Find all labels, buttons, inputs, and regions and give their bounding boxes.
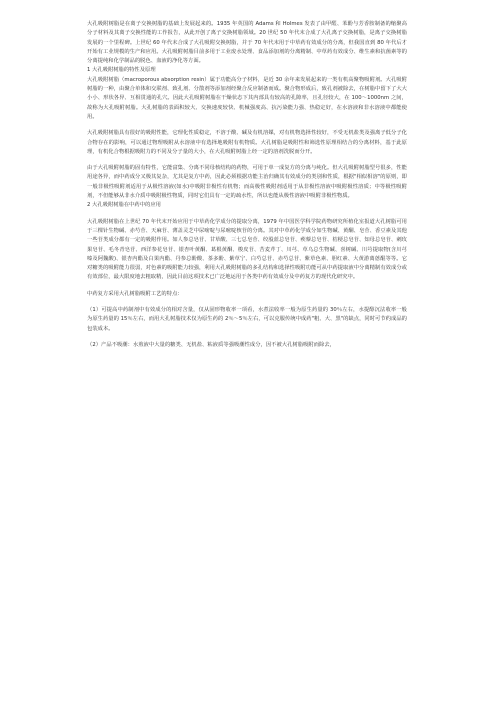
resin-definition-paragraph: 大孔吸附树脂（macroporous absorption resin）属于功能高分子材料，是近 30 余年来发展起来的一类有机高聚物吸附剂。大孔吸附树脂的一种，由聚合单体和交联剂、致孔剂、分散剂等添加剂经聚合反应制备而成。聚合物形成后，致孔剂被除去，在树脂中留下了大大小小、形状各异、互相贯通的孔穴。因此大孔吸附树脂在干燥状态下其内部具有较高的孔隙率，且孔径较大，在 100～1000nm 之间，故称为大孔吸附树脂。大孔树脂的表面积较大、交换速度较快、机械强度高、抗污染能力强、热稳定好，在水溶液和非水溶液中都能使用。 xyxy=(87,76,407,120)
features-intro-paragraph: 中药复方采用大孔树脂吸附工艺的特点： xyxy=(87,290,183,297)
adsorption-property-paragraph: 大孔吸附树脂具有很好的吸附性能，它理化性质稳定，不溶于酸、碱及有机溶媒，对有机物选择性较好，不受无机盐类及强离子低分子化合物存在的影响，可以通过物理吸附从水溶液中有选择地吸附有机物质。大孔树脂是吸附性和筛选性原理相结合的分离材料，基于此原理，有机化合物根据吸附力的不同及分子量的大小，在大孔吸附树脂上经一定的溶剂洗脱而分开。 xyxy=(87,130,407,155)
section-heading-1: 1 大孔吸附树脂的特性及原理 xyxy=(87,67,156,74)
application-paragraph: 大孔吸附树脂在上世纪 70 年代末开始应用于中草药化学成分的提取分离，1979 年中国医学科学院药物研究所植化室报道大孔树脂可用于三棵针生物碱、赤芍苷、天麻苷、薄盖灵芝中尿嘧啶与尿嘧啶核苷的分离。其对中草药化学成分如生物碱、黄酮、皂苷、香豆素及其他一些苷类成分都有一定的吸附作用。如人参总皂苷、甘草酸、三七总皂苷、绞股蓝总皂苷、蒺藜总皂苷、桔梗总皂苷、知母总皂苷、刺玫果皂苷、毛冬青皂苷、西洋参花皂苷、银杏叶黄酮、葛根黄酮、梭皮苷、苦麦芹丁、川芎、草乌总生物碱、喜树碱、川芎提取物(含川芎嗪及阿魏酸)、银杏内酯及白果内酯、丹参总酚酸、茶多酚、紫草宁、白芍总苷、赤芍总苷、紫草色素、胆红素、大黄游离蒽醌等等。它对糖类的吸附能力很弱，对色素的吸附能力较强，利用大孔吸附树脂的多孔结构和选择性吸附功能可从中药提取液中分离精制有效成分或有效部位，最大限度地去粗取精，因此目前这项技术已广泛地运用于各类中药有效成分及中药复方的现代化研究中。 xyxy=(87,218,407,281)
intro-paragraph: 大孔吸附树脂是在离子交换树脂的基础上发展起来的。1935 年英国的 Adams 和 Holmes 发表了由甲醛、苯酚与芳香胺制备的缩聚高分子材料及其离子交换性能的工作报告，从此开创了离子交换树脂领域。20 世纪 50 年代末合成了大孔离子交换树脂，是离子交换树脂发展的一个里程碑。上世纪 60 年代末合成了大孔吸附交换树脂，并于 70 年代末用于中草药有效成分的分离，但我国直到 80 年代后才开始有工业规模的生产和应用。大孔吸附树脂目前多用于工业废水处理、食品添加剂的分离精制、中草药有效成分、维生素和抗菌素等的分离提纯和化学制品的脱色、血液的净化等方面。 xyxy=(87,21,407,65)
polarity-principle-paragraph: 由于大孔吸附树脂的固有特性，它能富集、分离不同母核结构的药物，可用于单一成复方的分离与纯化。但大孔吸附树脂型号很多，性能用途各异，而中药成分又极其复杂，尤其是复方中药，因此必须根据功能主治归确其有效成分的类别和性质，根据"相似相溶"的原则，即一般非极性吸附剂适用于从极性溶液(如水)中吸附非极性有机物；而高极性吸附剂适用于从非极性溶液中吸附极性溶质；中等极性吸附剂，不但能够从非水介质中吸附极性物质，同时它们具有一定的疏水性，所以也能从极性溶液中吸附非极性物质。 xyxy=(87,165,407,200)
document-body xyxy=(87,20,407,350)
feature-2-paragraph: （2）产品不吸潮：水煎液中大量的糖类、无机盐、粘液质等强吸潮性成分，因不被大孔树脂吸附而除去， xyxy=(87,341,335,348)
section-heading-2: 2 大孔吸附树脂在中药中的应用 xyxy=(87,202,161,209)
feature-1-paragraph: （1）可提高中药制剂中有效成分的相对含量，仅从固形物收率一项看，水煮法收率一般为原生药量的 30％左右，水提醇沉法收率一般为原生药量的 15％左右，而用大孔树脂技术仅为原生药的 2％～5％左右，可以克服传统中成药"粗、大、黑"的缺点，同时可节约成品的包装成本。 xyxy=(87,307,407,332)
